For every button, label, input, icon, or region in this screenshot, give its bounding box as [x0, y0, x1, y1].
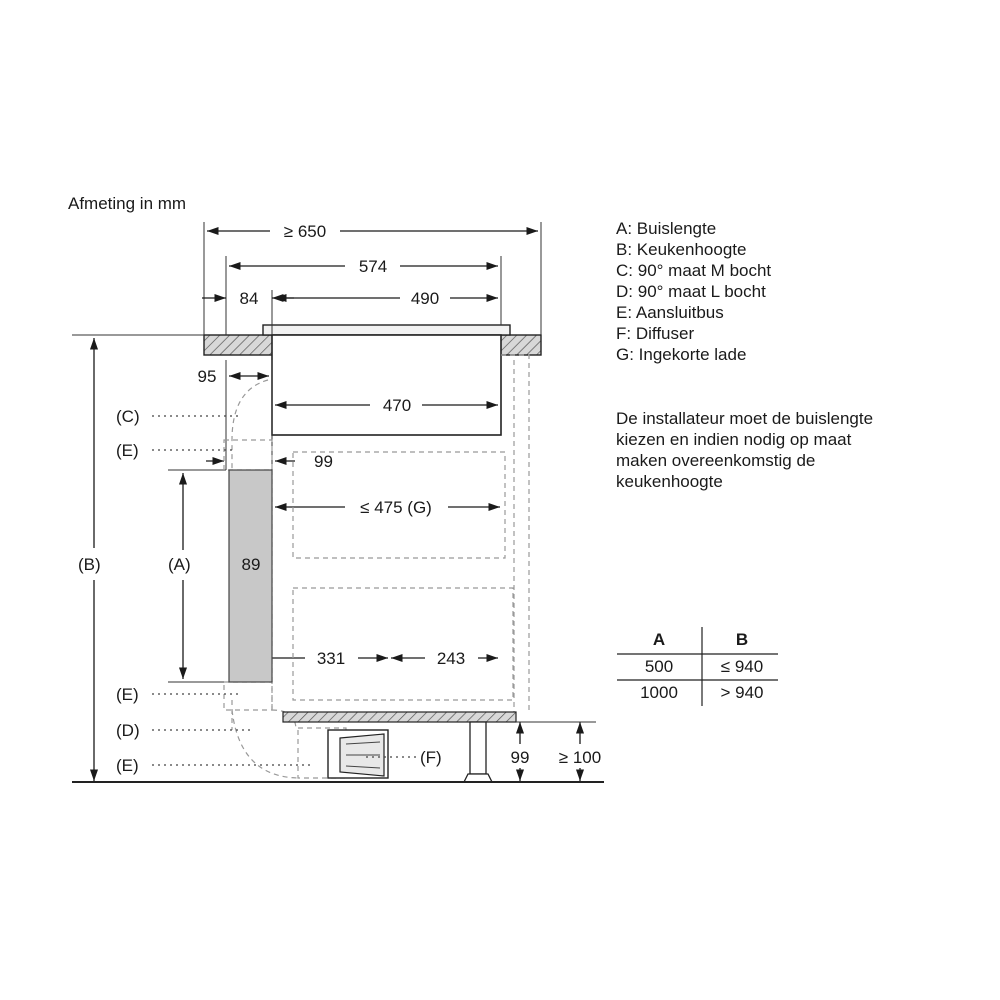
legend-item: [616, 281, 771, 302]
callout-b: (B): [78, 555, 101, 574]
table-header-b: B: [735, 630, 749, 649]
callout-e-top: (E): [116, 441, 139, 460]
legend-text: Buislengte: [636, 219, 717, 238]
diagram-title: Afmeting in mm: [68, 194, 187, 213]
legend-key: D:: [616, 282, 638, 301]
dim-left-offset: 84: [239, 289, 259, 308]
legend-item: [616, 344, 771, 365]
note-line: keukenhoogte: [616, 472, 723, 491]
dim-duct-width: 89: [241, 555, 261, 574]
legend-item: [616, 323, 771, 344]
table-cell-r2-a: 1000: [640, 683, 678, 702]
table-cell-r1-a: 500: [644, 657, 674, 676]
legend-key: E:: [616, 303, 636, 322]
dim-total-width: ≥ 650: [283, 222, 327, 241]
table-cell-r1-b: ≤ 940: [720, 657, 764, 676]
dim-drawer: ≤ 475 (G): [360, 498, 432, 517]
legend-key: F:: [616, 324, 636, 343]
diffuser: [328, 730, 388, 778]
callout-f: (F): [420, 748, 442, 767]
legend-item: [616, 239, 771, 260]
dim-bottom-right: 243: [436, 649, 466, 668]
callout-e-bottom: (E): [116, 756, 139, 775]
table-cell-r2-b: > 940: [720, 683, 764, 702]
legend-key: B:: [616, 240, 637, 259]
legend: [616, 218, 771, 365]
dim-plinth-min: ≥ 100: [558, 748, 602, 767]
legend-text: Ingekorte lade: [638, 345, 747, 364]
legend-key: A:: [616, 219, 637, 238]
cabinet-leg: [464, 722, 492, 782]
note-line: kiezen en indien nodig op maat: [616, 430, 852, 449]
dim-bottom-left: 331: [316, 649, 346, 668]
note-line: De installateur moet de buislengte: [616, 409, 874, 428]
legend-text: Diffuser: [635, 324, 695, 343]
dim-gap: 99: [314, 452, 333, 471]
dim-unit-width: 470: [382, 396, 412, 415]
dim-right-part: 490: [410, 289, 440, 308]
callout-d: (D): [116, 721, 140, 740]
dimension-arrows: [94, 231, 580, 781]
callout-e-mid: (E): [116, 685, 139, 704]
legend-key: C:: [616, 261, 638, 280]
installer-note: [616, 408, 956, 492]
hob-glass: [263, 325, 510, 335]
dim-cutout-width: 574: [358, 257, 388, 276]
legend-item: [616, 218, 771, 239]
plinth-board: [283, 712, 516, 722]
legend-text: 90° maat M bocht: [637, 261, 772, 280]
dim-plinth: 99: [510, 748, 530, 767]
callout-c: (C): [116, 407, 140, 426]
legend-key: G:: [616, 345, 639, 364]
hob-body: [272, 335, 501, 435]
legend-item: [616, 260, 771, 281]
legend-text: Keukenhoogte: [636, 240, 747, 259]
dim-side-offset: 95: [197, 367, 217, 386]
length-height-table: [617, 627, 778, 706]
legend-text: Aansluitbus: [635, 303, 724, 322]
duct-pipe: [229, 470, 272, 682]
legend-item: [616, 302, 771, 323]
legend-text: 90° maat L bocht: [637, 282, 766, 301]
callout-a: (A): [168, 555, 191, 574]
note-line: maken overeenkomstig de: [616, 451, 816, 470]
table-header-a: A: [652, 630, 666, 649]
